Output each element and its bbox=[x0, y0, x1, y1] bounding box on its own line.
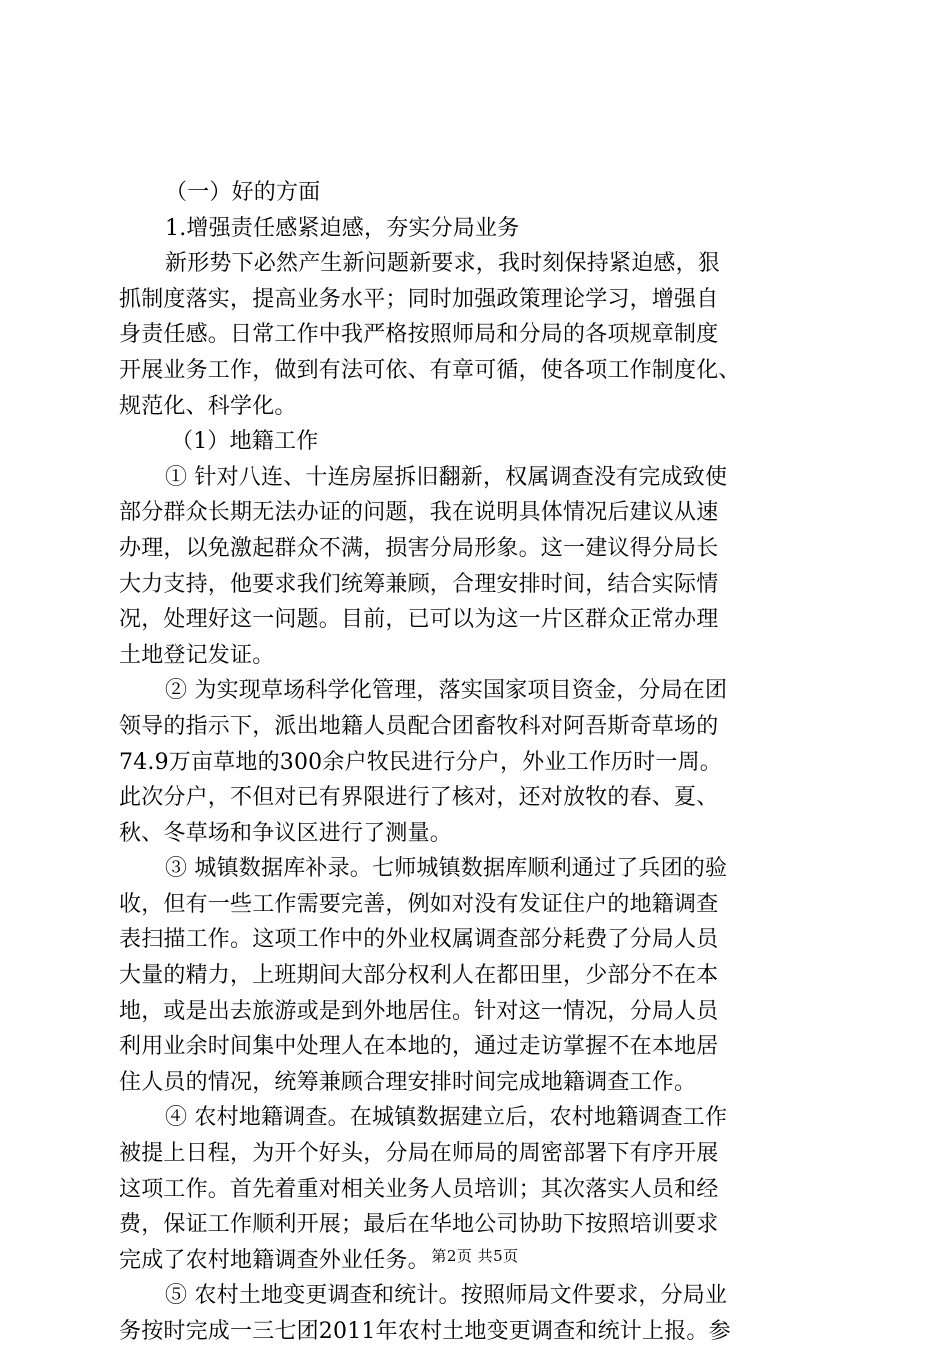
paragraph-line: 此次分户，不但对已有界限进行了核对，还对放牧的春、夏、 bbox=[119, 785, 719, 811]
paragraph-line: 地，或是出去旅游或是到外地居住。针对这一情况，分局人员 bbox=[119, 998, 719, 1024]
paragraph-line: 身责任感。日常工作中我严格按照师局和分局的各项规章制度 bbox=[119, 322, 719, 348]
paragraph-line: ① 针对八连、十连房屋拆旧翻新，权属调查没有完成致使 bbox=[165, 464, 728, 490]
page-number-footer: 第2页 共5页 bbox=[431, 1247, 519, 1265]
paragraph-line: 收，但有一些工作需要完善，例如对没有发证住户的地籍调查 bbox=[119, 891, 719, 917]
paragraph-line: 费，保证工作顺利开展；最后在华地公司协助下按照培训要求 bbox=[119, 1212, 719, 1238]
subsection-heading: 1.增强责任感紧迫感，夯实分局业务 bbox=[165, 215, 520, 241]
item-heading: （1）地籍工作 bbox=[171, 429, 319, 455]
paragraph-line: 住人员的情况，统筹兼顾合理安排时间完成地籍调查工作。 bbox=[119, 1069, 697, 1095]
paragraph-line: 务按时完成一三七团2011年农村土地变更调查和统计上报。参 bbox=[119, 1319, 731, 1344]
paragraph-line: 大量的精力，上班期间大部分权利人在都田里，少部分不在本 bbox=[119, 963, 719, 989]
paragraph-line: ② 为实现草场科学化管理，落实国家项目资金，分局在团 bbox=[165, 678, 728, 704]
paragraph-line: 况，处理好这一问题。目前，已可以为这一片区群众正常办理 bbox=[119, 607, 719, 633]
paragraph-line: 部分群众长期无法办证的问题，我在说明具体情况后建议从速 bbox=[119, 500, 719, 526]
paragraph-line: 规范化、科学化。 bbox=[119, 393, 297, 419]
paragraph-line: 土地登记发证。 bbox=[119, 642, 275, 668]
section-heading: （一）好的方面 bbox=[165, 180, 321, 205]
paragraph-line: 完成了农村地籍调查外业任务。 bbox=[119, 1247, 430, 1273]
paragraph-line: ④ 农村地籍调查。在城镇数据建立后，农村地籍调查工作 bbox=[165, 1105, 728, 1131]
paragraph-line: 被提上日程，为开个好头，分局在师局的周密部署下有序开展 bbox=[119, 1141, 719, 1167]
paragraph-line: 领导的指示下，派出地籍人员配合团畜牧科对阿吾斯奇草场的 bbox=[119, 713, 719, 739]
paragraph-line: 办理，以免激起群众不满，损害分局形象。这一建议得分局长 bbox=[119, 535, 719, 561]
paragraph-line: ⑤ 农村土地变更调查和统计。按照师局文件要求，分局业 bbox=[165, 1283, 728, 1309]
paragraph-line: ③ 城镇数据库补录。七师城镇数据库顺利通过了兵团的验 bbox=[165, 856, 728, 882]
paragraph-line: 新形势下必然产生新问题新要求，我时刻保持紧迫感，狠 bbox=[165, 251, 721, 277]
document-body bbox=[119, 175, 830, 1350]
paragraph-line: 表扫描工作。这项工作中的外业权属调查部分耗费了分局人员 bbox=[119, 927, 719, 953]
paragraph-line: 抓制度落实，提高业务水平；同时加强政策理论学习，增强自 bbox=[119, 286, 719, 312]
paragraph-line: 开展业务工作，做到有法可依、有章可循，使各项工作制度化、 bbox=[119, 357, 741, 383]
paragraph-line: 利用业余时间集中处理人在本地的，通过走访掌握不在本地居 bbox=[119, 1034, 719, 1060]
paragraph-line: 大力支持，他要求我们统筹兼顾，合理安排时间，结合实际情 bbox=[119, 571, 719, 597]
paragraph-line: 这项工作。首先着重对相关业务人员培训；其次落实人员和经 bbox=[119, 1176, 719, 1202]
paragraph-line: 74.9万亩草地的300余户牧民进行分户，外业工作历时一周。 bbox=[119, 749, 722, 775]
paragraph-line: 秋、冬草场和争议区进行了测量。 bbox=[119, 820, 453, 846]
